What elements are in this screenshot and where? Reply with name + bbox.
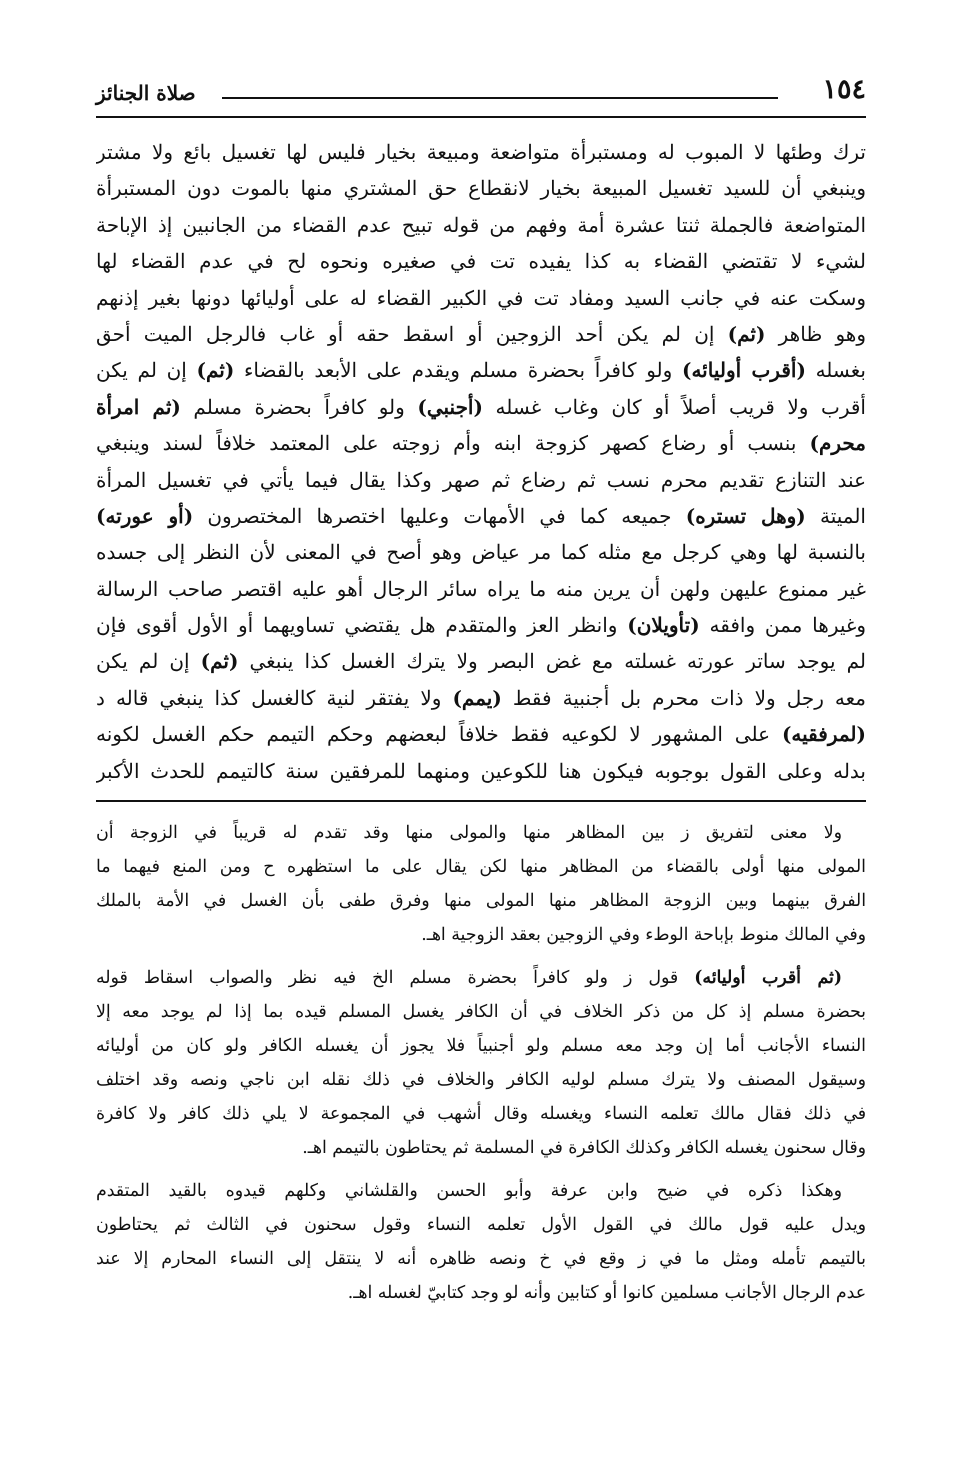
text-segment: المولى منها أولى بالقضاء من المظاهر منها لكن يقال على ما استظهره ح ومن المنع فيهما ما bbox=[96, 857, 866, 878]
text-segment: معه رجل ولا ذات محرم بل أجنبية فقط bbox=[501, 685, 866, 710]
main-text-line bbox=[96, 753, 866, 789]
text-segment: وفي المالك منوط بإباحة الوطء وفي الزوجين بعقد الزوجية اهـ. bbox=[421, 925, 866, 946]
text-segment: بحضرة مسلم إذ كل من ذكر الخلاف في أن الكافر يغسل المسلم قيده بما إذا لم يوجد معه إلا bbox=[96, 1002, 866, 1023]
footnote-line bbox=[96, 995, 866, 1029]
main-text-line bbox=[96, 425, 866, 461]
bold-term: (لمرفقيه) bbox=[781, 722, 866, 747]
bold-term: (يمم) bbox=[452, 685, 502, 710]
main-text-line bbox=[96, 716, 866, 752]
text-segment: وهكذا ذكره في ضيح وابن عرفة وأبو الحسن والقلشاني وكلهم قيدوه بالقيد المتقدم bbox=[96, 1181, 842, 1202]
text-segment: إن لم يكن bbox=[96, 358, 197, 383]
page-number: ١٥٤ bbox=[822, 74, 866, 105]
footnote-line bbox=[96, 850, 866, 884]
main-text-line bbox=[96, 316, 866, 352]
text-segment: ولا معنى لتفريق ز بين المظاهر منها والمولى منها وقد تقدم له قريباً في الزوجة أن bbox=[96, 823, 842, 844]
text-segment: عدم الرجال الأجانب مسلمين كانوا أو كتابين وأنه لو وجد كتابيّ لغسله اهـ. bbox=[347, 1283, 866, 1304]
text-segment: وينبغي أن للسيد تغسيل المبيعة بخيار لانقطاع حق المشتري منها بالموت دون المستبرأة bbox=[96, 176, 866, 201]
text-segment: وانظر العز والمتقدم هل يقتضي تساويهما أو الأول أقوى فإن bbox=[96, 613, 628, 638]
footnote-line bbox=[96, 1097, 866, 1131]
footnote-line bbox=[96, 1029, 866, 1063]
bold-term: (ثم) bbox=[196, 358, 235, 383]
text-segment: إن لم يكن bbox=[96, 649, 201, 674]
bold-term: (أقرب أوليائه) bbox=[681, 358, 806, 383]
main-text-line bbox=[96, 534, 866, 570]
main-text-line bbox=[96, 462, 866, 498]
bold-term: (أو عورته) bbox=[96, 503, 194, 528]
text-segment: ولا يفتقر لنية كالغسل كذا ينبغي قاله د bbox=[96, 685, 453, 710]
text-segment: وقال سحنون يغسله الكافر وكذلك الكافرة في المسلمة ثم يحتاطون بالتيمم اهـ. bbox=[302, 1138, 866, 1159]
text-segment: النساء الأجانب أما إن وجد معه مسلم ولو أجنبياً فلا يجوز أن يغسله الكافر ولو كان من أوليائه bbox=[96, 1036, 866, 1057]
footnote-rule bbox=[96, 800, 866, 802]
bold-term: (ثم أقرب أوليائه) bbox=[694, 968, 842, 989]
main-text-line bbox=[96, 643, 866, 679]
main-text-line bbox=[96, 280, 866, 316]
main-text-line bbox=[96, 170, 866, 206]
text-segment: وسيقول المصنف ولا يترك مسلم لوليه الكافر والخلاف في ذلك نقله ابن ناجي ونصه وقد اختلف bbox=[96, 1070, 866, 1091]
footnote-paragraph bbox=[96, 816, 866, 952]
footnote-line bbox=[96, 1174, 866, 1208]
text-segment: على المشهور لا لكوعيه فقط خلافاً لبعضهم وحكم التيمم حكم الغسل لكونه bbox=[96, 722, 782, 747]
main-text-line bbox=[96, 607, 866, 643]
text-segment: غير ممنوع عليهن ولهن أن يرين منه ما يراه سائر الرجال أهو عليه اقتصر صاحب الرسالة bbox=[96, 576, 866, 601]
text-segment: الميتة bbox=[805, 503, 866, 528]
running-title: صلاة الجنائز bbox=[96, 81, 196, 105]
header-rule bbox=[222, 97, 778, 99]
text-segment: بنسب أو رضاع كصهر كزوجة ابنه وأم زوجته على المعتمد خلافاً لسند وينبغي bbox=[96, 431, 810, 456]
main-text-line bbox=[96, 389, 866, 425]
main-text-line bbox=[96, 571, 866, 607]
main-text-line bbox=[96, 207, 866, 243]
footnote-line bbox=[96, 1208, 866, 1242]
bold-term: (وهل تستره) bbox=[685, 503, 806, 528]
paragraph-gap bbox=[96, 952, 866, 961]
text-segment: قول ز ولو كافراً بحضرة مسلم الخ فيه نظر والصواب اسقاط قوله bbox=[96, 968, 695, 989]
text-segment: بغسله bbox=[805, 358, 866, 383]
paragraph-gap bbox=[96, 1165, 866, 1174]
main-text-line bbox=[96, 498, 866, 534]
text-segment: في ذلك فقال مالك تعلمه النساء ويغسله وقال أشهب في المجموعة لا يلي ذلك كافر ولا كافرة bbox=[96, 1104, 866, 1125]
text-segment: أقرب ولا قريب أصلاً أو كان وغاب غسله bbox=[482, 394, 866, 419]
footnote-line bbox=[96, 961, 866, 995]
text-segment: بالتيمم تأمله ومثل ما في ز وقع في خ ونصه ظاهره أنه لا ينتقل إلى النساء المحارم إلا عند bbox=[96, 1249, 866, 1270]
footnote-line bbox=[96, 918, 866, 952]
footnote-paragraph bbox=[96, 961, 866, 1165]
text-segment: ولو كافراً بحضرة مسلم bbox=[180, 394, 418, 419]
main-text-line bbox=[96, 243, 866, 279]
text-segment: وهو ظاهر bbox=[765, 321, 866, 346]
footnote-line bbox=[96, 1063, 866, 1097]
text-segment: لشيء لا تقتضي القضاء به كذا يفيده تت في صغيره ونحوه لح في عدم القضاء لها bbox=[96, 249, 866, 274]
bold-term: (أجنبي) bbox=[417, 394, 483, 419]
footnotes bbox=[96, 816, 866, 1310]
main-text-line bbox=[96, 352, 866, 388]
bold-term: (ثم امرأة bbox=[96, 394, 181, 419]
text-segment: وسكت عنه في جانب السيد ومفاد تت في الكبير القضاء له على أوليائها دونها بغير إذنهم bbox=[96, 285, 866, 310]
text-segment: بالنسبة لها وهي كرجل مع مثله كما مر عياض وهو أصح في المعنى لأن النظر إلى جسده bbox=[96, 540, 866, 565]
text-segment: ويدل عليه قول مالك في القول الأول تعلمه النساء وقول سحنون في الثالث ثم يحتاطون bbox=[96, 1215, 866, 1236]
text-segment: جميعه كما في الأمهات وعليها اختصرها المختصرون bbox=[193, 503, 686, 528]
bold-term: (ثم) bbox=[727, 321, 766, 346]
text-segment: إن لم يكن أحد الزوجين أو اسقط حقه أو غاب فالرجل الميت أحق bbox=[96, 321, 728, 346]
footnote-line bbox=[96, 884, 866, 918]
book-page bbox=[96, 70, 866, 1310]
text-segment: ترك وطئها لا المبوب له ومستبرأة متواضعة ومبيعة بخيار فليس لها تغسيل بائع ولا مشتر bbox=[96, 140, 866, 164]
main-text-line bbox=[96, 680, 866, 716]
text-segment: ولو كافراً بحضرة مسلم ويقدم على الأبعد بالقضاء bbox=[234, 358, 682, 383]
bold-term: (ثم) bbox=[200, 649, 239, 674]
bold-term: (تأويلان) bbox=[627, 613, 700, 638]
main-text bbox=[96, 134, 866, 789]
main-text-line bbox=[96, 134, 866, 170]
footnote-line bbox=[96, 1131, 866, 1165]
text-segment: عند التنازع تقديم محرم نسب ثم رضاع ثم صهر وكذا يقال فيما يأتي في تغسيل المرأة bbox=[96, 467, 866, 492]
footnote-line bbox=[96, 816, 866, 850]
footnote-paragraph bbox=[96, 1174, 866, 1310]
footnote-line bbox=[96, 1276, 866, 1310]
bold-term: محرم) bbox=[809, 431, 866, 456]
text-segment: لم يوجد ساتر عورته غسلته مع غض البصر ولا يترك الغسل كذا ينبغي bbox=[238, 649, 866, 674]
text-segment: وغيرها ممن وافقه bbox=[699, 613, 866, 638]
text-segment: بدله وعلى القول بوجوبه فيكون هنا للكوعين ومنهما للمرفقين سنة كالتيمم للحدث الأكبر bbox=[96, 758, 866, 783]
text-segment: الفرق بينهما وبين الزوجة المظاهر منها المولى منها وفرق طفى بأن الغسل في الأمة بالملك bbox=[96, 891, 866, 912]
text-segment: المتواضعة فالجملة ثنتا عشرة أمة وفهم من قوله تبيح عدم القضاء من الجانبين إذ الإباحة bbox=[96, 212, 866, 237]
page-header bbox=[96, 70, 866, 118]
footnote-line bbox=[96, 1242, 866, 1276]
